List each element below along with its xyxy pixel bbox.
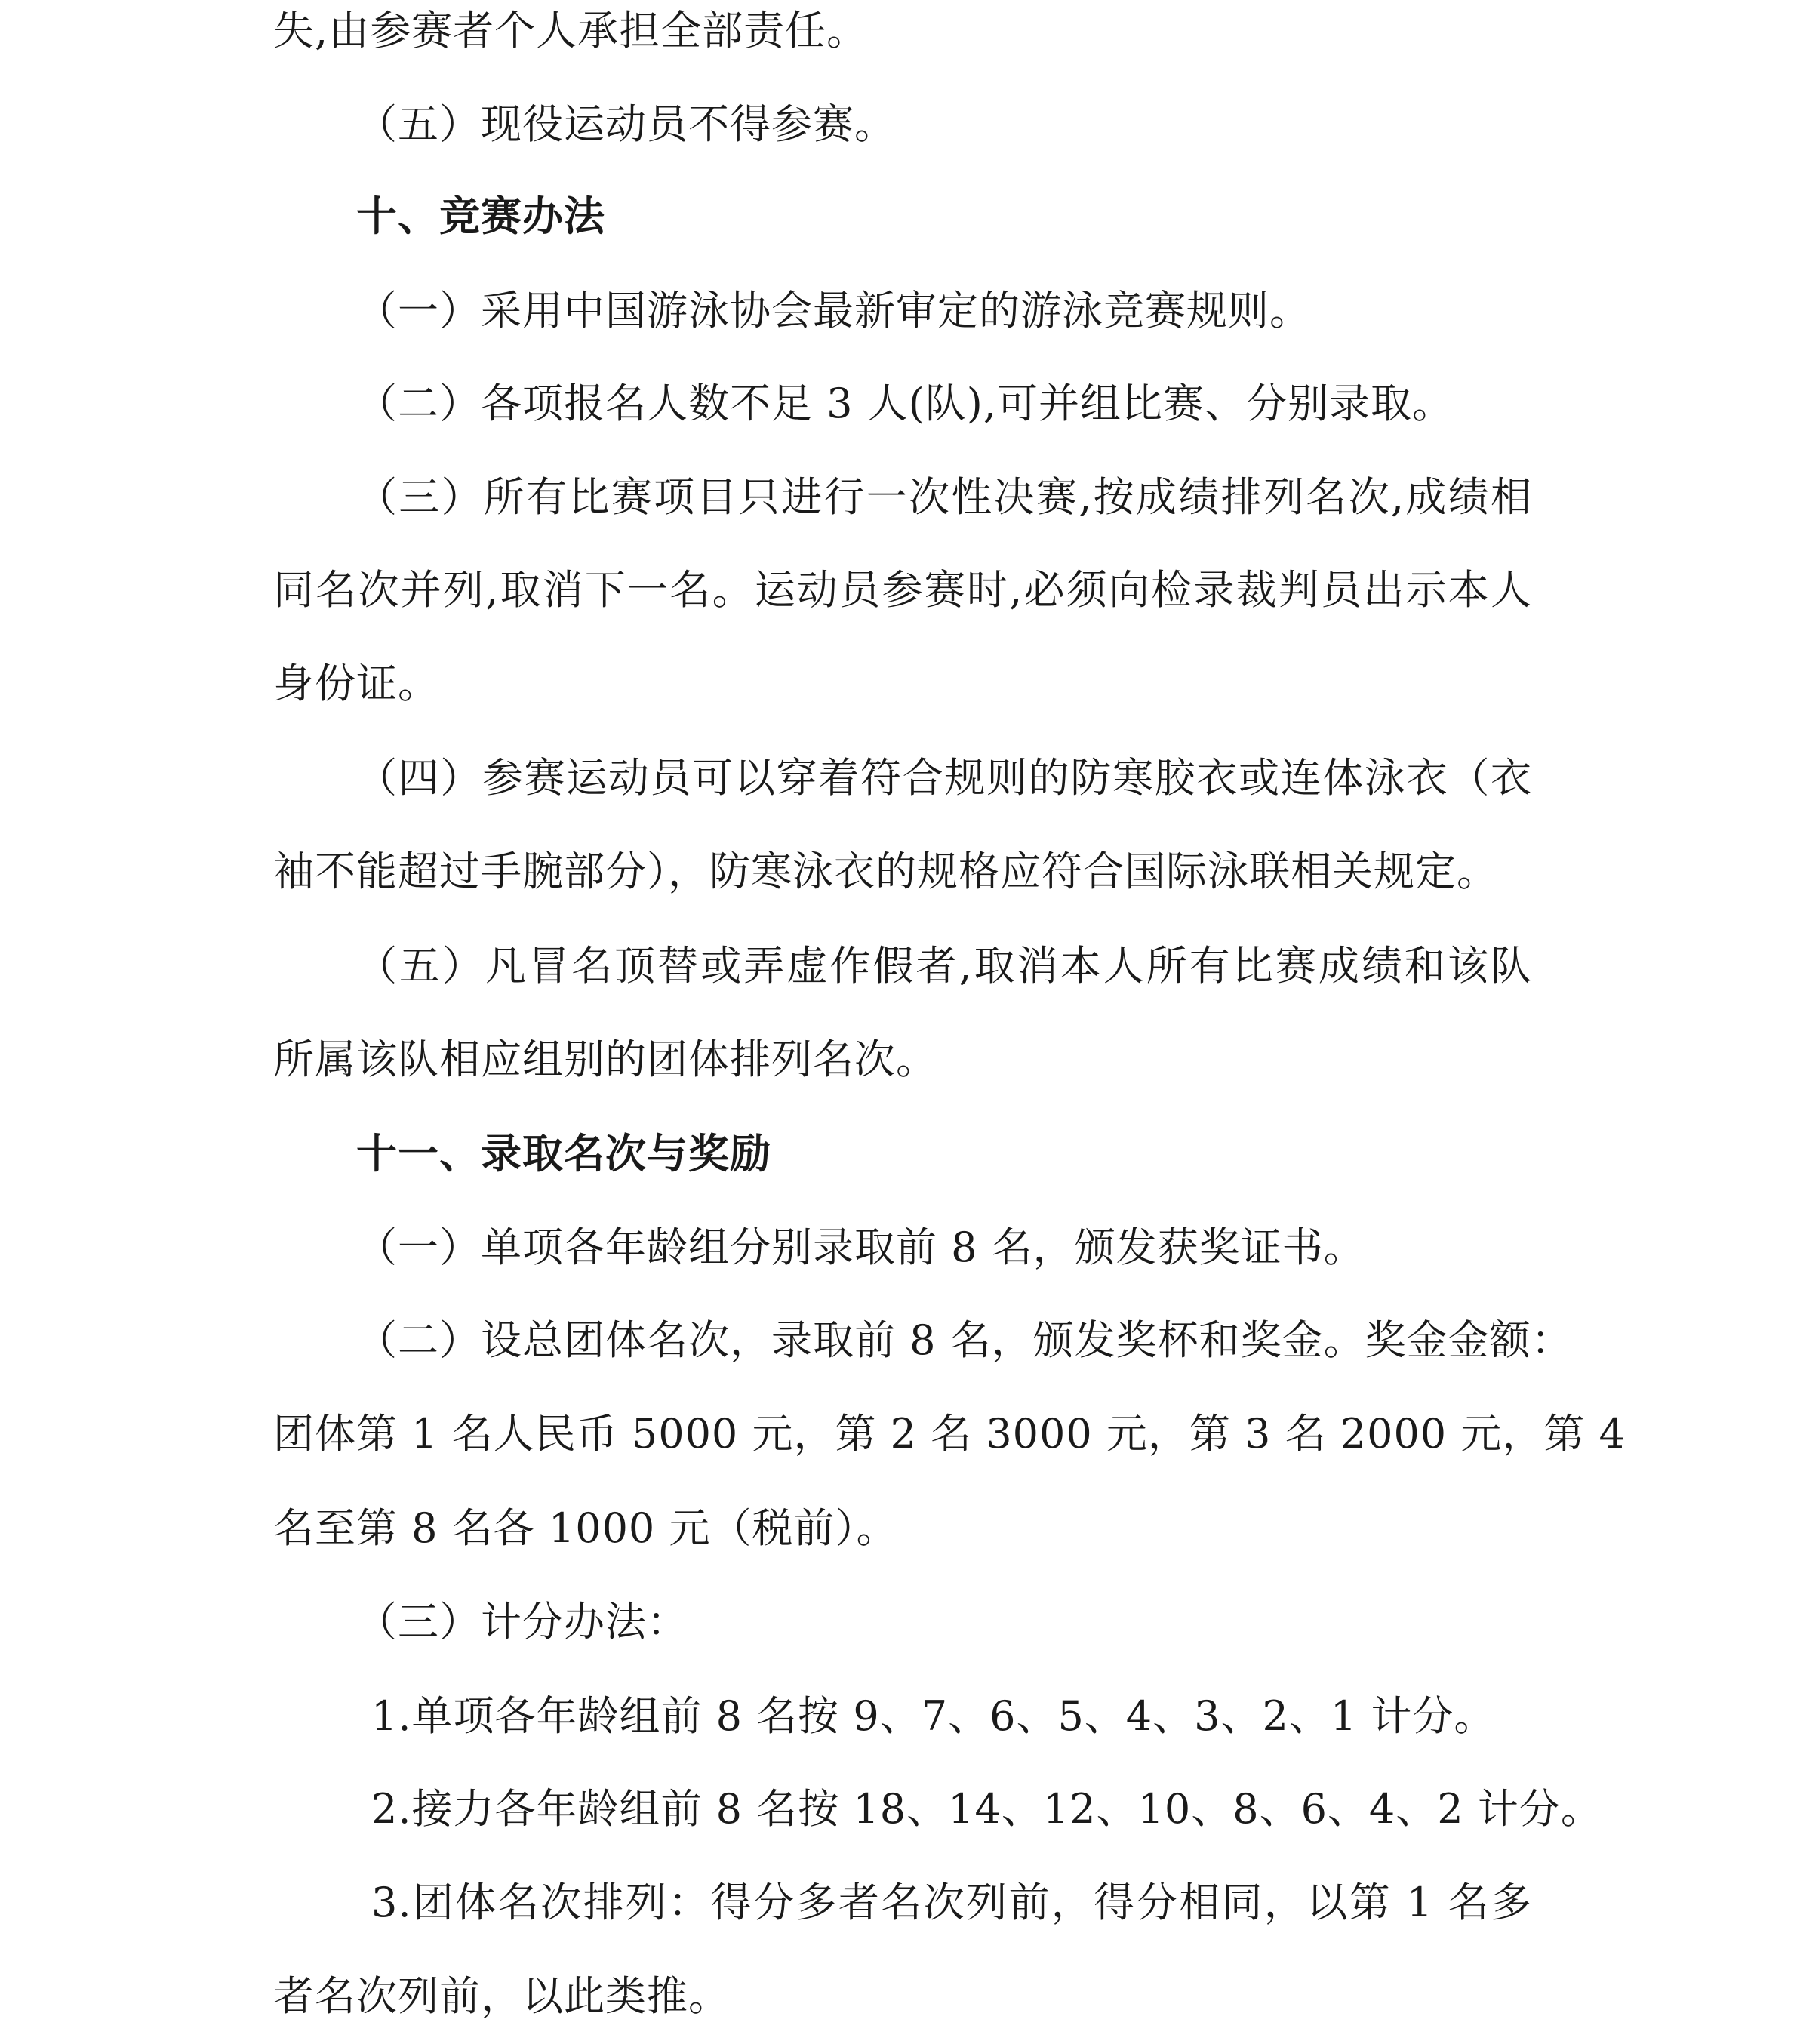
- paragraph-line: （二）设总团体名次，录取前 8 名，颁发奖杯和奖金。奖金金额：: [356, 1316, 1573, 1364]
- section-heading: 十、竞赛办法: [356, 192, 605, 240]
- paragraph-line: （四）参赛运动员可以穿着符合规则的防寒胶衣或连体泳衣（衣: [356, 754, 1532, 802]
- paragraph-line: 名至第 8 名各 1000 元（税前）。: [273, 1504, 898, 1552]
- paragraph-line: （五）凡冒名顶替或弄虚作假者,取消本人所有比赛成绩和该队: [356, 942, 1532, 990]
- list-item: 2.接力各年龄组前 8 名按 18、14、12、10、8、6、4、2 计分。: [371, 1785, 1602, 1833]
- paragraph-line: 所属该队相应组别的团体排列名次。: [273, 1036, 937, 1083]
- paragraph-line: 袖不能超过手腕部分），防寒泳衣的规格应符合国际泳联相关规定。: [273, 848, 1498, 895]
- paragraph-line: 同名次并列,取消下一名。运动员参赛时,必须向检录裁判员出示本人: [273, 566, 1532, 614]
- paragraph-line: （二）各项报名人数不足 3 人(队),可并组比赛、分别录取。: [356, 380, 1454, 427]
- paragraph-line: （一）采用中国游泳协会最新审定的游泳竞赛规则。: [356, 287, 1311, 334]
- paragraph-line: 失,由参赛者个人承担全部责任。: [273, 7, 869, 54]
- paragraph-line: （一）单项各年龄组分别录取前 8 名，颁发获奖证书。: [356, 1224, 1365, 1271]
- paragraph-line: （三）计分办法：: [356, 1598, 688, 1645]
- paragraph-line: （五）现役运动员不得参赛。: [356, 100, 896, 148]
- section-heading: 十一、录取名次与奖励: [356, 1130, 771, 1177]
- paragraph-line: 者名次列前，以此类推。: [273, 1972, 730, 2020]
- paragraph-line: （三）所有比赛项目只进行一次性决赛,按成绩排列名次,成绩相: [356, 473, 1532, 521]
- list-item: 3.团体名次排列：得分多者名次列前，得分相同，以第 1 名多: [371, 1879, 1532, 1926]
- paragraph-line: 身份证。: [273, 660, 439, 707]
- list-item: 1.单项各年龄组前 8 名按 9、7、6、5、4、3、2、1 计分。: [371, 1692, 1496, 1740]
- paragraph-line: 团体第 1 名人民币 5000 元，第 2 名 3000 元，第 3 名 2000 元，第 4: [273, 1410, 1626, 1458]
